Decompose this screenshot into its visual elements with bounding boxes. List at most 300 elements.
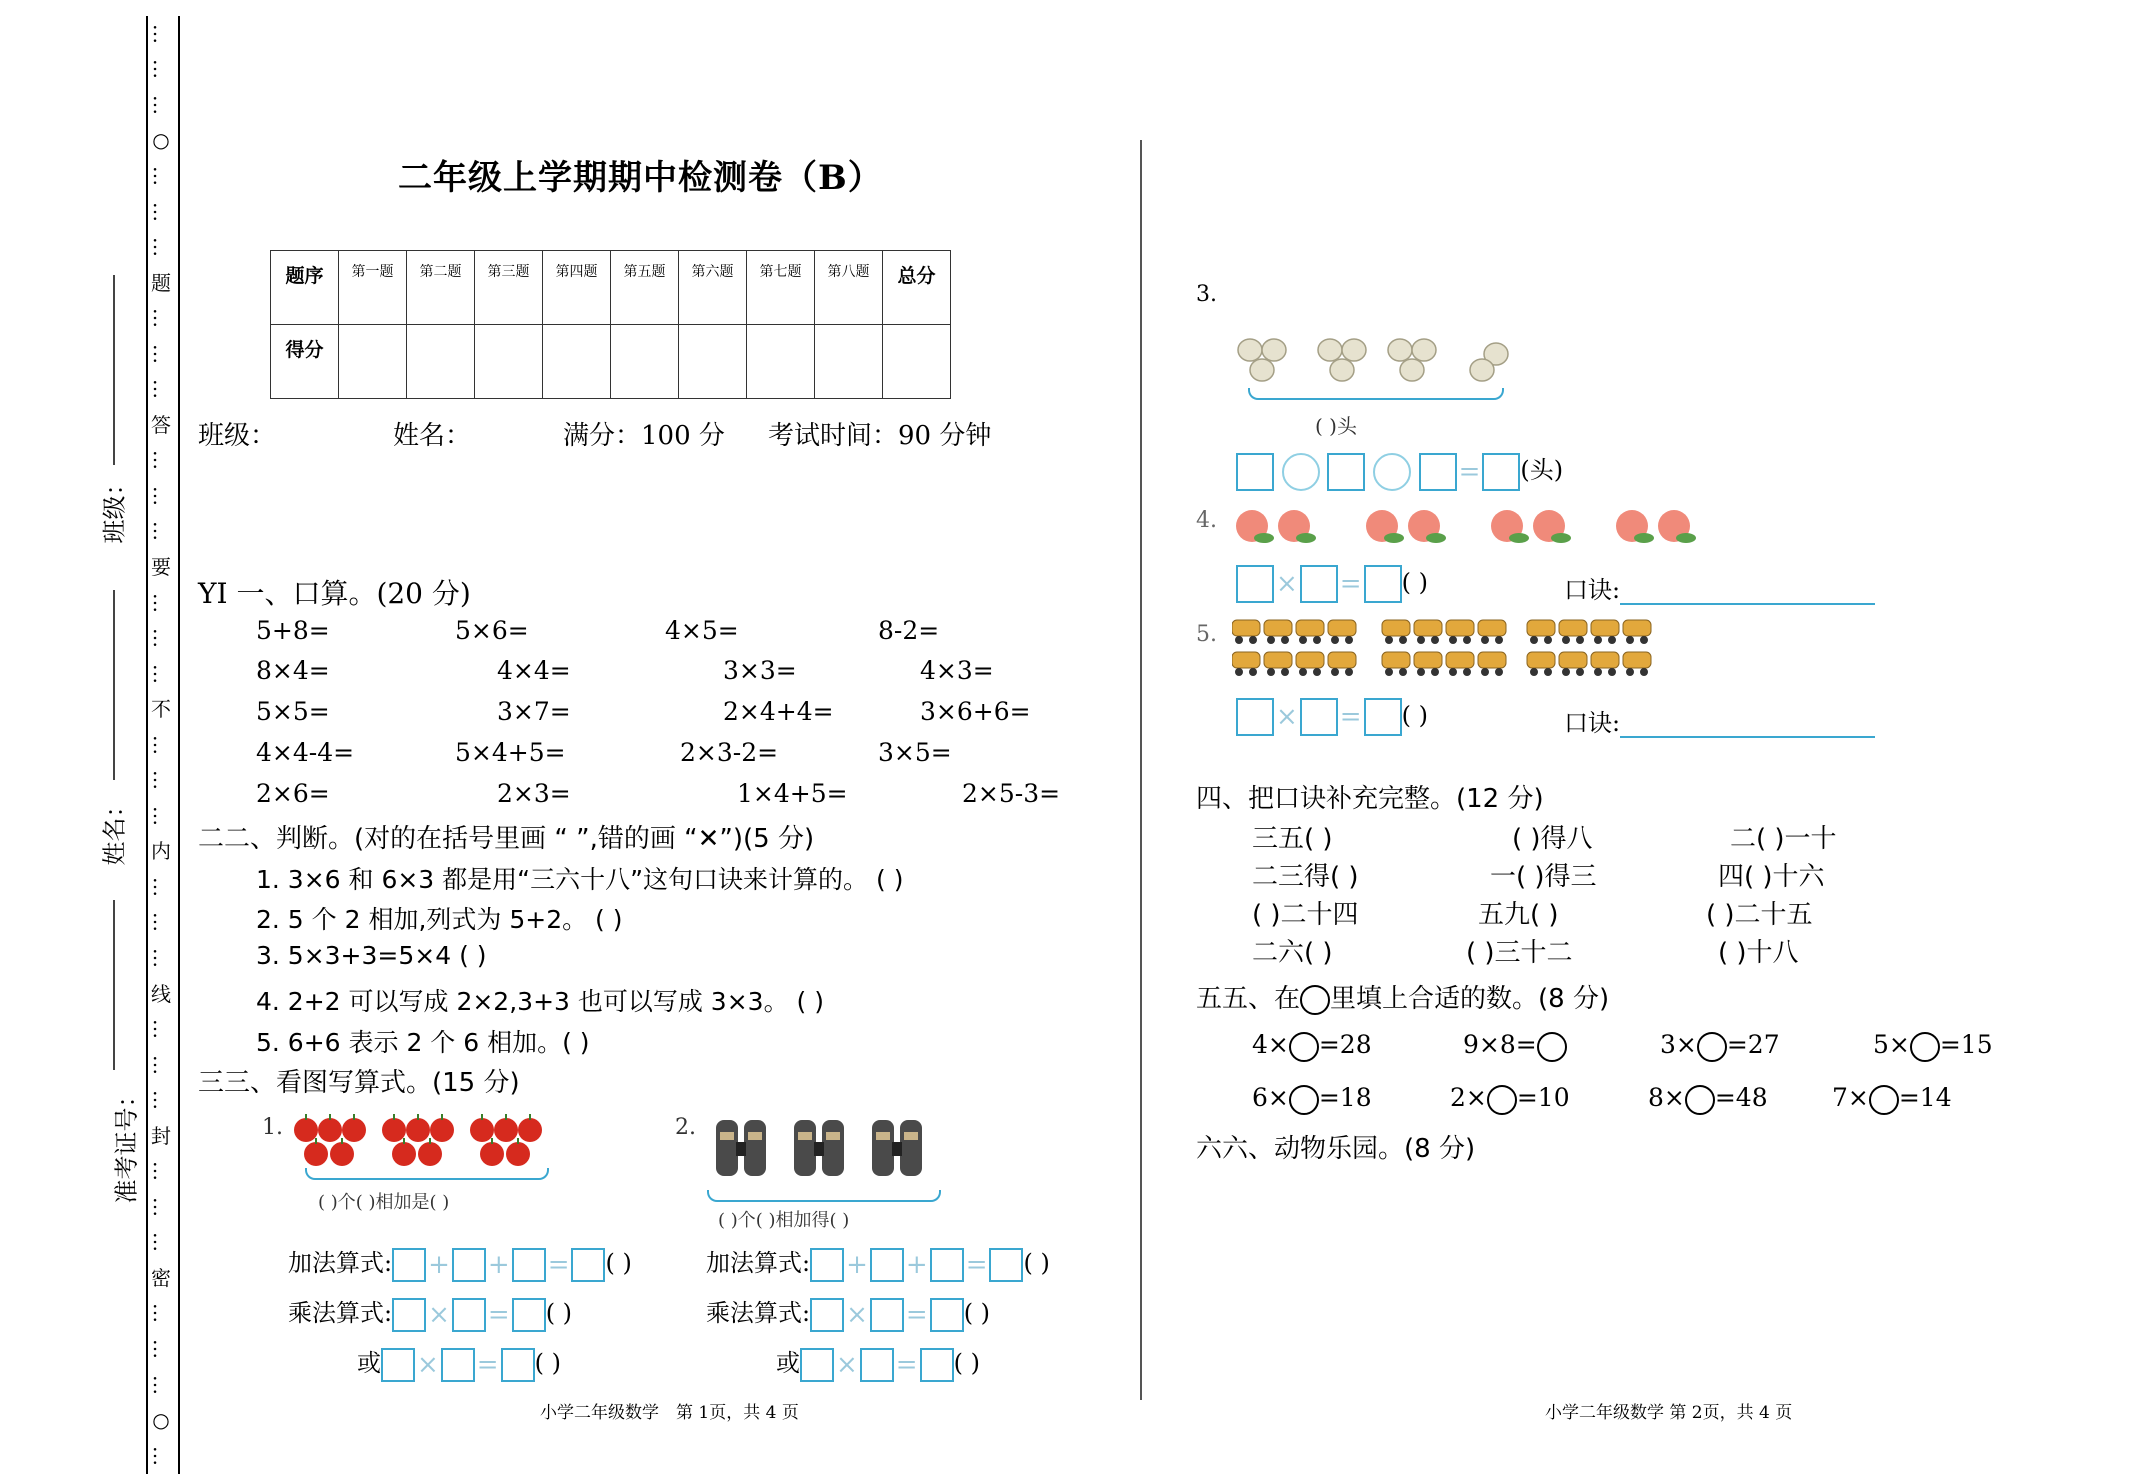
- answer-box[interactable]: [381, 1348, 415, 1382]
- garlic-icon: [1250, 359, 1274, 381]
- answer-box[interactable]: [452, 1298, 486, 1332]
- binding-char: …: [149, 1090, 173, 1111]
- car-wheel-icon: [1626, 636, 1634, 644]
- car-wheel-icon: [1576, 668, 1584, 676]
- car-icon: [1414, 620, 1442, 636]
- car-wheel-icon: [1417, 636, 1425, 644]
- q4-number: 4.: [1196, 508, 1217, 533]
- car-icon: [1527, 652, 1555, 668]
- answer-circle[interactable]: [1697, 1032, 1727, 1062]
- binding-char: …: [149, 1054, 173, 1075]
- apple-stem-icon: [403, 1138, 405, 1144]
- garlic-picture: [1230, 332, 1520, 392]
- binocular-icon: [872, 1120, 894, 1176]
- binding-seal-text: [146, 16, 176, 1474]
- answer-box[interactable]: [1364, 565, 1402, 603]
- garlic-icon: [1262, 339, 1286, 361]
- section-3-title: 三三、看图写算式。(15 分): [198, 1068, 520, 1098]
- koujue-blank[interactable]: [1620, 712, 1875, 738]
- info-name: 姓名：: [393, 421, 472, 451]
- binding-char: …: [149, 237, 173, 258]
- pic-1-number: 1.: [262, 1115, 283, 1140]
- apple-icon: [342, 1118, 366, 1142]
- car-wheel-icon: [1530, 636, 1538, 644]
- calc-cell: 5×6=: [455, 616, 529, 645]
- car-icon: [1296, 620, 1324, 636]
- car-wheel-icon: [1267, 668, 1275, 676]
- koujue-label: 口诀:: [1564, 709, 1621, 737]
- binding-char: 要: [151, 554, 171, 579]
- answer-box[interactable]: [989, 1248, 1023, 1282]
- add-equation-1: 加法算式: + + = ( ): [288, 1249, 632, 1280]
- binding-char: …: [149, 912, 173, 933]
- apple-icon: [406, 1118, 430, 1142]
- car-icon: [1559, 652, 1587, 668]
- fill-left: 3×: [1660, 1030, 1697, 1059]
- answer-box[interactable]: [392, 1248, 426, 1282]
- calc-cell: 2×5-3=: [962, 779, 1061, 808]
- answer-box[interactable]: [930, 1298, 964, 1332]
- car-wheel-icon: [1345, 636, 1353, 644]
- binding-char: 封: [151, 1123, 171, 1148]
- add-label: 加法算式:: [288, 1249, 393, 1277]
- or-label: 或: [357, 1349, 381, 1377]
- score-cell[interactable]: [339, 325, 407, 399]
- binding-char: …: [149, 947, 173, 968]
- answer-box[interactable]: [1300, 698, 1338, 736]
- fill-circle-item: [1252, 1030, 1372, 1062]
- page-title: 二年级上学期期中检测卷（B）: [398, 158, 883, 198]
- judge-item-5: 5. 6+6 表示 2 个 6 相加。( ): [256, 1028, 590, 1057]
- pic-1-caption: ( )个( )相加是( ): [318, 1192, 450, 1213]
- apple-stem-icon: [341, 1138, 343, 1144]
- apple-stem-icon: [529, 1114, 531, 1120]
- answer-box[interactable]: [810, 1248, 844, 1282]
- car-icon: [1591, 620, 1619, 636]
- binding-char: …: [149, 770, 173, 791]
- car-wheel-icon: [1299, 636, 1307, 644]
- binding-char: ○: [152, 1408, 170, 1433]
- car-wheel-icon: [1562, 668, 1570, 676]
- answer-box[interactable]: [800, 1348, 834, 1382]
- score-cell[interactable]: [815, 325, 883, 399]
- section-6-title: 六六、动物乐园。(8 分): [1196, 1134, 1476, 1164]
- score-header-7: 第七题: [747, 251, 815, 325]
- fill-circle-item: [1832, 1083, 1952, 1115]
- answer-circle[interactable]: [1487, 1085, 1517, 1115]
- binocular-band-icon: [748, 1132, 762, 1140]
- answer-box[interactable]: [920, 1348, 954, 1382]
- garlic-brace: [1248, 388, 1504, 400]
- car-wheel-icon: [1431, 636, 1439, 644]
- calc-cell: 4×4-4=: [256, 738, 355, 767]
- car-wheel-icon: [1281, 636, 1289, 644]
- operator-circle[interactable]: [1373, 453, 1411, 491]
- peaches-picture: [1232, 500, 1742, 550]
- answer-box[interactable]: [1236, 698, 1274, 736]
- fill-right: =27: [1726, 1030, 1780, 1059]
- answer-box[interactable]: [1364, 698, 1402, 736]
- car-wheel-icon: [1313, 636, 1321, 644]
- answer-paren[interactable]: ( ): [1401, 701, 1428, 730]
- answer-box[interactable]: [501, 1348, 535, 1382]
- car-wheel-icon: [1313, 668, 1321, 676]
- apple-icon: [480, 1142, 504, 1166]
- binding-char: …: [149, 450, 173, 471]
- car-wheel-icon: [1495, 668, 1503, 676]
- binding-char: …: [149, 521, 173, 542]
- fill-left: 2×: [1450, 1083, 1487, 1112]
- car-icon: [1591, 652, 1619, 668]
- fill-right: =28: [1318, 1030, 1372, 1059]
- car-wheel-icon: [1385, 636, 1393, 644]
- q3-equation: = (头): [1236, 450, 1563, 491]
- binding-char: 题: [151, 270, 171, 295]
- car-icon: [1264, 652, 1292, 668]
- car-wheel-icon: [1594, 668, 1602, 676]
- car-wheel-icon: [1399, 668, 1407, 676]
- fill-circle-item: [1463, 1030, 1567, 1062]
- car-icon: [1623, 652, 1651, 668]
- fill-left: 6×: [1252, 1083, 1289, 1112]
- fill-circle-item: [1252, 1083, 1372, 1115]
- score-header-1: 第一题: [339, 251, 407, 325]
- car-wheel-icon: [1345, 668, 1353, 676]
- answer-circle[interactable]: [1685, 1085, 1715, 1115]
- binding-char: …: [149, 1303, 173, 1324]
- car-icon: [1232, 620, 1260, 636]
- koujue-item: ( )二十五: [1706, 900, 1813, 930]
- score-header-8: 第八题: [815, 251, 883, 325]
- answer-box[interactable]: [810, 1298, 844, 1332]
- binocular-hinge-icon: [736, 1142, 746, 1156]
- score-cell[interactable]: [747, 325, 815, 399]
- add-equation-2: 加法算式: + + = ( ): [706, 1249, 1050, 1280]
- binding-char: …: [149, 308, 173, 329]
- section-4-title: 四、把口诀补充完整。(12 分): [1196, 784, 1544, 814]
- koujue-item: ( )十八: [1718, 938, 1799, 968]
- score-cell[interactable]: [679, 325, 747, 399]
- peach-leaf-icon: [1384, 533, 1404, 543]
- apple-icon: [470, 1118, 494, 1142]
- koujue-item: 三五( ): [1252, 824, 1333, 854]
- binding-char: …: [149, 663, 173, 684]
- fill-left: 9×8=: [1463, 1030, 1537, 1059]
- car-wheel-icon: [1235, 636, 1243, 644]
- calc-cell: 1×4+5=: [737, 779, 848, 808]
- peach-leaf-icon: [1676, 533, 1696, 543]
- peach-leaf-icon: [1634, 533, 1654, 543]
- fill-right: =48: [1714, 1083, 1768, 1112]
- car-wheel-icon: [1608, 668, 1616, 676]
- car-icon: [1414, 652, 1442, 668]
- peach-leaf-icon: [1551, 533, 1571, 543]
- apple-stem-icon: [315, 1138, 317, 1144]
- mul-equation-2-alt: 或 × = ( ): [776, 1349, 980, 1380]
- binding-char: …: [149, 734, 173, 755]
- binding-char: ○: [152, 128, 170, 153]
- koujue-item: ( )二十四: [1252, 900, 1359, 930]
- info-full-score: 满分：100 分: [563, 421, 725, 451]
- binding-char: …: [149, 1374, 173, 1395]
- answer-circle[interactable]: [1289, 1085, 1319, 1115]
- peach-leaf-icon: [1426, 533, 1446, 543]
- binocular-icon: [744, 1120, 766, 1176]
- koujue-item: ( )得八: [1512, 824, 1593, 854]
- garlic-icon: [1470, 359, 1494, 381]
- mul-equation-1-alt: 或 × = ( ): [357, 1349, 561, 1380]
- answer-paren[interactable]: ( ): [545, 1299, 573, 1327]
- car-wheel-icon: [1385, 668, 1393, 676]
- binocular-hinge-icon: [892, 1142, 902, 1156]
- apple-stem-icon: [353, 1114, 355, 1120]
- fill-left: 7×: [1832, 1083, 1869, 1112]
- apple-stem-icon: [505, 1114, 507, 1120]
- car-wheel-icon: [1544, 636, 1552, 644]
- judge-item-2: 2. 5 个 2 相加,列式为 5+2。 ( ): [256, 905, 623, 934]
- garlic-icon: [1388, 339, 1412, 361]
- calc-cell: 4×3=: [920, 656, 994, 685]
- answer-box[interactable]: [1419, 453, 1457, 491]
- section-1-title: YI 一、口算。(20 分): [198, 577, 471, 610]
- answer-box[interactable]: [860, 1348, 894, 1382]
- binding-char: …: [149, 94, 173, 115]
- answer-box[interactable]: [512, 1298, 546, 1332]
- judge-item-1: 1. 3×6 和 6×3 都是用“三六十八”这句口诀来计算的。 ( ): [256, 865, 904, 894]
- circle-icon: [1300, 985, 1330, 1015]
- calc-cell: 8×4=: [256, 656, 330, 685]
- answer-circle[interactable]: [1869, 1085, 1899, 1115]
- side-class-label: 班级：: [100, 471, 129, 544]
- answer-box[interactable]: [930, 1248, 964, 1282]
- score-cell[interactable]: [883, 325, 951, 399]
- answer-circle[interactable]: [1910, 1032, 1940, 1062]
- car-icon: [1446, 652, 1474, 668]
- exam-info: [198, 415, 991, 452]
- car-wheel-icon: [1481, 636, 1489, 644]
- mul-label: 乘法算式:: [706, 1299, 811, 1327]
- score-cell[interactable]: [407, 325, 475, 399]
- score-cell[interactable]: [611, 325, 679, 399]
- binding-char: …: [149, 59, 173, 80]
- mul-equation-2: 乘法算式: × = ( ): [706, 1299, 991, 1330]
- binding-char: …: [149, 23, 173, 44]
- binding-char: …: [149, 485, 173, 506]
- answer-paren[interactable]: ( ): [605, 1249, 632, 1277]
- apple-icon: [494, 1118, 518, 1142]
- apple-stem-icon: [517, 1138, 519, 1144]
- s5-title-post: 里填上合适的数。(8 分): [1330, 984, 1610, 1014]
- calc-cell: 4×4=: [497, 656, 571, 685]
- answer-box[interactable]: [1236, 453, 1274, 491]
- answer-box[interactable]: [441, 1348, 475, 1382]
- fill-circle-item: [1450, 1083, 1570, 1115]
- binocular-icon: [900, 1120, 922, 1176]
- answer-box[interactable]: [571, 1248, 605, 1282]
- car-icon: [1296, 652, 1324, 668]
- answer-box[interactable]: [452, 1248, 486, 1282]
- koujue-item: 二六( ): [1252, 938, 1333, 968]
- answer-paren[interactable]: ( ): [953, 1349, 980, 1377]
- q3-caption: ( )头: [1315, 414, 1357, 438]
- car-wheel-icon: [1495, 636, 1503, 644]
- footer-page-1: 小学二年级数学 第 1页，共 4 页: [540, 1403, 799, 1423]
- q5-number: 5.: [1196, 622, 1217, 647]
- answer-box[interactable]: [1300, 565, 1338, 603]
- side-name-label: 姓名：: [100, 793, 129, 866]
- fill-right: =18: [1318, 1083, 1372, 1112]
- car-icon: [1446, 620, 1474, 636]
- mul-label: 乘法算式:: [288, 1299, 393, 1327]
- score-cell[interactable]: [543, 325, 611, 399]
- binding-char: …: [149, 1196, 173, 1217]
- apple-stem-icon: [441, 1114, 443, 1120]
- answer-box[interactable]: [1327, 453, 1365, 491]
- calc-cell: 5×4+5=: [455, 738, 566, 767]
- car-wheel-icon: [1626, 668, 1634, 676]
- operator-circle[interactable]: [1282, 453, 1320, 491]
- car-wheel-icon: [1463, 636, 1471, 644]
- apple-stem-icon: [429, 1138, 431, 1144]
- or-label: 或: [776, 1349, 800, 1377]
- score-header-6: 第六题: [679, 251, 747, 325]
- answer-circle[interactable]: [1537, 1032, 1567, 1062]
- score-header-2: 第二题: [407, 251, 475, 325]
- car-wheel-icon: [1281, 668, 1289, 676]
- car-wheel-icon: [1331, 636, 1339, 644]
- answer-box[interactable]: [512, 1248, 546, 1282]
- car-wheel-icon: [1640, 668, 1648, 676]
- binding-char: …: [149, 592, 173, 613]
- pic-2-number: 2.: [675, 1115, 696, 1140]
- answer-paren[interactable]: ( ): [1401, 568, 1428, 597]
- car-icon: [1328, 652, 1356, 668]
- binding-char: …: [149, 1232, 173, 1253]
- score-table: [270, 250, 951, 399]
- answer-box[interactable]: [1236, 565, 1274, 603]
- binding-char: 答: [151, 412, 171, 437]
- q4-koujue: [1564, 570, 1875, 605]
- peach-leaf-icon: [1254, 533, 1274, 543]
- side-id-label: 准考证号：: [112, 1083, 141, 1204]
- garlic-icon: [1342, 339, 1366, 361]
- binocular-band-icon: [826, 1132, 840, 1140]
- answer-paren[interactable]: ( ): [963, 1299, 991, 1327]
- apple-stem-icon: [491, 1138, 493, 1144]
- answer-box[interactable]: [870, 1298, 904, 1332]
- add-label: 加法算式:: [706, 1249, 811, 1277]
- peach-leaf-icon: [1509, 533, 1529, 543]
- car-icon: [1623, 620, 1651, 636]
- car-wheel-icon: [1562, 636, 1570, 644]
- koujue-item: 四( )十六: [1718, 862, 1825, 892]
- car-icon: [1478, 652, 1506, 668]
- garlic-icon: [1330, 359, 1354, 381]
- calc-cell: 4×5=: [665, 616, 739, 645]
- garlic-icon: [1318, 339, 1342, 361]
- car-wheel-icon: [1481, 668, 1489, 676]
- cars-picture: [1232, 616, 1692, 686]
- fill-circle-item: [1873, 1030, 1993, 1062]
- score-cell[interactable]: [475, 325, 543, 399]
- binding-char: …: [149, 1445, 173, 1466]
- s5-title-pre: 五五、在: [1196, 984, 1301, 1014]
- binding-char: …: [149, 343, 173, 364]
- apple-icon: [330, 1142, 354, 1166]
- apple-icon: [430, 1118, 454, 1142]
- apple-icon: [318, 1118, 342, 1142]
- answer-box[interactable]: [1482, 453, 1520, 491]
- binocular-hinge-icon: [814, 1142, 824, 1156]
- apple-icon: [506, 1142, 530, 1166]
- koujue-item: 一( )得三: [1490, 862, 1597, 892]
- car-icon: [1382, 620, 1410, 636]
- binding-char: …: [149, 165, 173, 186]
- car-wheel-icon: [1463, 668, 1471, 676]
- koujue-blank[interactable]: [1620, 579, 1875, 605]
- binoculars-picture: [708, 1112, 938, 1192]
- info-time: 考试时间：90 分钟: [768, 421, 992, 451]
- calc-cell: 5×5=: [256, 697, 330, 726]
- calc-cell: 3×6+6=: [920, 697, 1031, 726]
- binocular-band-icon: [798, 1132, 812, 1140]
- answer-paren[interactable]: ( ): [534, 1349, 561, 1377]
- peach-leaf-icon: [1296, 533, 1316, 543]
- car-wheel-icon: [1449, 636, 1457, 644]
- judge-item-3: 3. 5×3+3=5×4 ( ): [256, 941, 487, 970]
- apple-icon: [382, 1118, 406, 1142]
- car-wheel-icon: [1331, 668, 1339, 676]
- score-header-0: 题序: [271, 251, 339, 325]
- apple-icon: [392, 1142, 416, 1166]
- binding-char: …: [149, 1019, 173, 1040]
- q3-number: 3.: [1196, 282, 1217, 307]
- answer-box[interactable]: [392, 1298, 426, 1332]
- car-wheel-icon: [1608, 636, 1616, 644]
- car-wheel-icon: [1640, 636, 1648, 644]
- apple-icon: [304, 1142, 328, 1166]
- section-5-title: [1196, 978, 1609, 1015]
- apples-brace: [305, 1168, 549, 1180]
- score-header-3: 第三题: [475, 251, 543, 325]
- fill-right: =15: [1939, 1030, 1993, 1059]
- car-icon: [1382, 652, 1410, 668]
- fill-circle-item: [1660, 1030, 1780, 1062]
- calc-cell: 3×3=: [723, 656, 797, 685]
- class-underline: [113, 275, 115, 465]
- id-underline: [113, 900, 115, 1070]
- garlic-icon: [1400, 359, 1424, 381]
- car-wheel-icon: [1249, 636, 1257, 644]
- car-wheel-icon: [1544, 668, 1552, 676]
- score-header-5: 第五题: [611, 251, 679, 325]
- koujue-item: ( )三十二: [1466, 938, 1573, 968]
- fill-right: =10: [1516, 1083, 1570, 1112]
- answer-box[interactable]: [870, 1248, 904, 1282]
- footer-page-2: 小学二年级数学 第 2页，共 4 页: [1545, 1403, 1793, 1423]
- car-wheel-icon: [1299, 668, 1307, 676]
- calc-cell: 2×3-2=: [680, 738, 779, 767]
- calc-cell: 2×3=: [497, 779, 571, 808]
- answer-circle[interactable]: [1289, 1032, 1319, 1062]
- binding-char: 密: [151, 1265, 171, 1290]
- binocular-icon: [822, 1120, 844, 1176]
- apple-stem-icon: [393, 1114, 395, 1120]
- answer-paren[interactable]: ( ): [1023, 1249, 1050, 1277]
- calc-cell: 2×4+4=: [723, 697, 834, 726]
- binding-char: 不: [151, 697, 171, 722]
- car-wheel-icon: [1530, 668, 1538, 676]
